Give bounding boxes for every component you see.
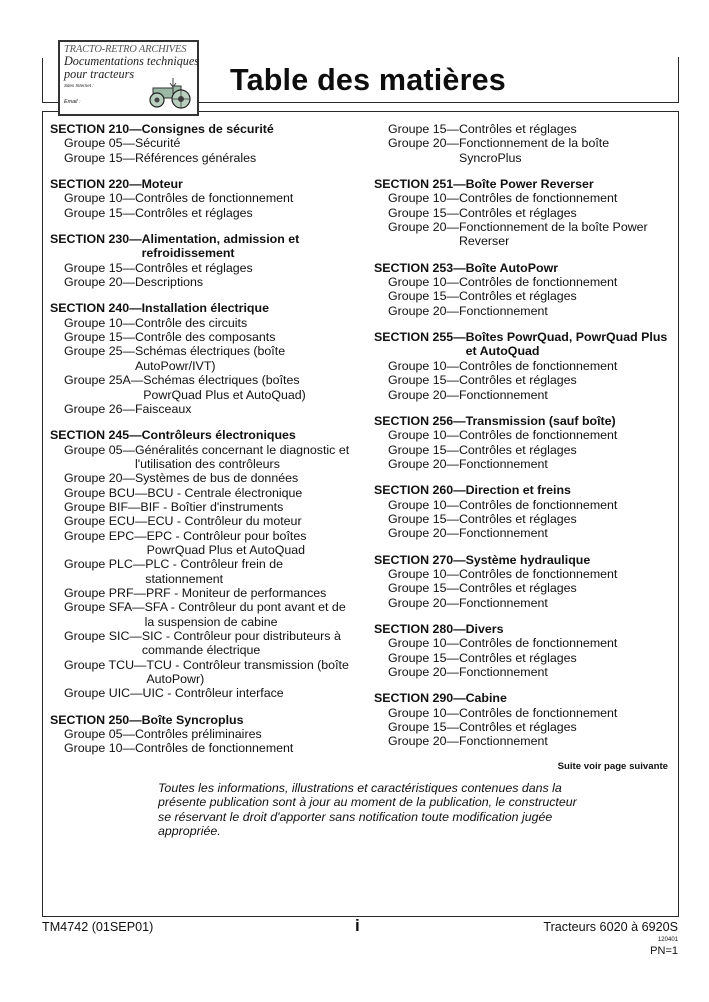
group-entry-text: Groupe 15—Contrôles et réglages [388,720,577,735]
footer-page-number: i [355,916,360,935]
toc-section [50,301,360,416]
footer-manual-id: TM4742 (01SEP01) [42,920,154,934]
group-entry-text: Groupe 10—Contrôles de fonctionnement [388,566,618,581]
group-entry-text: Groupe 20—Fonctionnement [388,665,548,679]
section-heading-text: SECTION 270—Système hydraulique [374,552,591,567]
section-heading[interactable] [374,483,674,497]
group-entry-text: Groupe 20—Fonctionnement [388,456,548,471]
section-heading[interactable] [50,122,360,136]
group-entry-text: Groupe 20—Fonctionnement de la boîte [388,136,610,151]
content-frame-bottom [42,916,679,917]
group-entry[interactable] [50,471,360,485]
section-heading[interactable] [50,232,360,261]
section-heading[interactable] [50,428,360,442]
toc-section [374,122,674,165]
group-entry-text: Groupe 15—Contrôles et réglages [64,205,253,220]
section-heading-text: SECTION 251—Boîte Power Reverser [374,177,594,192]
disclaimer-text: Toutes les informations, illustrations et caractéristiques contenues dans la présente publication sont à jour au moment de la publication, le constructeur se réservant le droit d'apporter sans notification toute modification jugée appropriée. [158,781,577,839]
header-frame-right [678,57,679,103]
group-entry-text: Groupe 15—Contrôles et réglages [388,442,577,457]
toc-section [374,330,674,402]
group-entry-text: Groupe SFA—SFA - Contrôleur du pont avant et de [64,600,346,615]
group-entry[interactable] [50,486,360,500]
group-entry[interactable] [374,665,674,679]
group-entry[interactable] [374,720,674,734]
group-entry-text: Groupe BIF—BIF - Boîtier d'instruments [64,499,284,514]
tracto-retro-logo [58,40,199,116]
group-entry-text: Groupe 20—Systèmes de bus de données [64,471,299,486]
section-heading-text: SECTION 210—Consignes de sécurité [50,122,274,136]
group-entry-text: Groupe PRF—PRF - Moniteur de performances [64,585,327,600]
group-entry-text: Groupe 25—Schémas électriques (boîte [64,344,286,359]
group-entry[interactable] [50,586,360,600]
group-entry[interactable] [374,206,674,220]
group-entry[interactable] [50,136,360,150]
section-heading-text: SECTION 290—Cabine [374,691,507,706]
group-entry[interactable] [374,122,674,136]
group-entry-text: Groupe BCU—BCU - Centrale électronique [64,485,303,500]
group-entry[interactable] [374,359,674,373]
group-entry-text: Groupe 10—Contrôles de fonctionnement [388,358,618,373]
group-entry-text: Groupe 15—Références générales [64,150,257,165]
group-entry[interactable] [374,136,674,165]
group-entry-text: Groupe 15—Contrôles et réglages [388,373,577,388]
group-entry-text: Groupe 05—Sécurité [64,136,181,151]
toc-section [50,232,360,289]
group-entry[interactable] [50,316,360,330]
group-entry-text: Groupe 10—Contrôle des circuits [64,315,248,330]
toc-section [374,261,674,318]
section-heading[interactable] [374,553,674,567]
group-entry-text: Groupe 10—Contrôles de fonctionnement [388,428,618,443]
group-entry[interactable] [374,289,674,303]
group-entry-continuation: SyncroPlus [458,150,522,165]
group-entry-text: Groupe 10—Contrôles de fonctionnement [388,191,618,206]
toc-section [374,691,674,748]
section-heading-text: SECTION 256—Transmission (sauf boîte) [374,413,616,428]
group-entry[interactable] [50,206,360,220]
logo-line-2: Documentations techniques [64,54,200,68]
group-entry-continuation: Reverser [458,234,510,249]
group-entry-text: Groupe 25A—Schémas électriques (boîtes [64,373,300,388]
group-entry[interactable] [50,275,360,289]
toc-section [50,713,360,756]
group-entry-text: Groupe TCU—TCU - Contrôleur transmission (boîte [64,657,349,672]
page-title: Table des matières [230,63,506,97]
group-entry-text: Groupe 15—Contrôles et réglages [388,289,577,304]
section-heading-text: SECTION 253—Boîte AutoPowr [374,260,559,275]
group-entry[interactable] [374,373,674,387]
group-entry[interactable] [50,600,360,629]
section-heading-text: SECTION 255—Boîtes PowrQuad, PowrQuad Plus [374,330,668,345]
group-entry-text: Groupe 20—Fonctionnement [388,734,548,749]
logo-line-3: pour tracteurs [64,67,135,81]
section-heading[interactable] [374,330,674,359]
group-entry-text: Groupe 20—Fonctionnement [388,387,548,402]
group-entry[interactable] [374,498,674,512]
group-entry[interactable] [374,275,674,289]
footer-pn: PN=1 [650,945,678,957]
group-entry[interactable] [374,567,674,581]
group-entry-text: Groupe 10—Contrôles de fonctionnement [64,191,294,206]
group-entry-text: Groupe 05—Contrôles préliminaires [64,727,262,742]
continued-note: Suite voir page suivante [557,761,668,772]
group-entry[interactable] [50,658,360,687]
group-entry-text: Groupe 20—Fonctionnement [388,526,548,541]
group-entry[interactable] [50,514,360,528]
group-entry-text: Groupe 10—Contrôles de fonctionnement [388,275,618,290]
group-entry-text: Groupe 20—Fonctionnement de la boîte Power [388,220,648,235]
group-entry[interactable] [374,388,674,402]
section-heading-text: SECTION 220—Moteur [50,177,183,192]
group-entry[interactable] [50,727,360,741]
section-heading[interactable] [374,691,674,705]
group-entry[interactable] [374,636,674,650]
group-entry-text: Groupe 10—Contrôles de fonctionnement [388,636,618,651]
group-entry[interactable] [50,373,360,402]
header-frame-left [42,58,43,103]
group-entry[interactable] [374,581,674,595]
group-entry-text: Groupe PLC—PLC - Contrôleur frein de [64,557,284,572]
section-heading-continuation: refroidissement [141,246,235,261]
section-heading-text: SECTION 260—Direction et freins [374,483,571,498]
group-entry[interactable] [374,512,674,526]
toc-section [50,177,360,220]
group-entry[interactable] [374,428,674,442]
group-entry[interactable] [50,402,360,416]
group-entry[interactable] [50,151,360,165]
group-entry[interactable] [374,457,674,471]
group-entry[interactable] [50,191,360,205]
group-entry-text: Groupe SIC—SIC - Contrôleur pour distributeurs à [64,629,341,643]
group-entry-continuation: PowrQuad Plus et AutoQuad) [143,387,306,402]
group-entry-text: Groupe UIC—UIC - Contrôleur interface [64,686,284,701]
group-entry-continuation: commande électrique [141,643,261,658]
group-entry-text: Groupe 15—Contrôles et réglages [388,122,577,136]
section-heading[interactable] [374,414,674,428]
group-entry[interactable] [374,706,674,720]
group-entry-text: Groupe ECU—ECU - Contrôleur du moteur [64,514,302,529]
group-entry-continuation: stationnement [145,571,224,586]
group-entry-text: Groupe 15—Contrôles et réglages [388,511,577,526]
logo-sites-label: Sites Internet : [64,83,94,88]
group-entry-text: Groupe 15—Contrôles et réglages [388,205,577,220]
group-entry[interactable] [374,651,674,665]
toc-section [50,122,360,165]
section-heading[interactable] [50,177,360,191]
group-entry[interactable] [374,443,674,457]
section-heading[interactable] [374,177,674,191]
content-frame-left [42,111,43,917]
group-entry-text: Groupe 10—Contrôles de fonctionnement [64,741,294,756]
group-entry-text: Groupe 10—Contrôles de fonctionnement [388,705,618,720]
section-heading-text: SECTION 230—Alimentation, admission et [50,232,300,247]
group-entry[interactable] [50,629,360,658]
group-entry-text: Groupe 20—Fonctionnement [388,303,548,318]
logo-email-label: Email : [64,99,81,106]
toc-section [374,622,674,679]
group-entry-text: Groupe 26—Faisceaux [64,401,192,416]
group-entry-continuation: l'utilisation des contrôleurs [134,456,280,471]
toc-left-column [50,122,360,768]
content-frame-right [678,111,679,917]
toc-section [374,553,674,610]
toc-right-column [374,122,674,761]
toc-section [50,428,360,701]
group-entry-text: Groupe 15—Contrôles et réglages [388,581,577,596]
group-entry-text: Groupe 15—Contrôles et réglages [388,650,577,665]
toc-section [374,483,674,540]
group-entry-text: Groupe 10—Contrôles de fonctionnement [388,497,618,512]
group-entry-text: Groupe 20—Descriptions [64,275,204,290]
group-entry[interactable] [374,526,674,540]
section-heading[interactable] [50,713,360,727]
group-entry[interactable] [50,686,360,700]
section-heading-text: SECTION 245—Contrôleurs électroniques [50,428,296,443]
group-entry[interactable] [374,304,674,318]
section-heading[interactable] [374,261,674,275]
group-entry-text: Groupe 15—Contrôle des composants [64,330,276,345]
toc-section [374,414,674,471]
footer-model-range: Tracteurs 6020 à 6920S [543,920,678,934]
group-entry-continuation: AutoPowr) [146,672,205,687]
group-entry[interactable] [50,344,360,373]
tractor-icon [143,78,193,110]
group-entry[interactable] [374,220,674,249]
group-entry[interactable] [50,330,360,344]
group-entry-continuation: PowrQuad Plus et AutoQuad [146,542,306,557]
group-entry[interactable] [50,741,360,755]
footer-code: 120401 [657,937,678,943]
group-entry[interactable] [374,191,674,205]
section-heading-continuation: et AutoQuad [465,344,540,359]
group-entry-text: Groupe 05—Généralités concernant le diagnostic et [64,442,350,457]
group-entry-text: Groupe 15—Contrôles et réglages [64,260,253,275]
group-entry-text: Groupe EPC—EPC - Contrôleur pour boîtes [64,528,307,543]
group-entry-continuation: AutoPowr/IVT) [134,358,216,373]
group-entry-text: Groupe 20—Fonctionnement [388,595,548,610]
logo-line-1: TRACTO-RETRO ARCHIVES [64,44,187,55]
group-entry[interactable] [50,443,360,472]
group-entry[interactable] [50,261,360,275]
group-entry[interactable] [374,734,674,748]
group-entry-continuation: la suspension de cabine [144,614,278,629]
group-entry[interactable] [374,596,674,610]
section-heading[interactable] [50,301,360,315]
section-heading[interactable] [374,622,674,636]
group-entry[interactable] [50,500,360,514]
section-heading-text: SECTION 280—Divers [374,621,504,636]
section-heading-text: SECTION 250—Boîte Syncroplus [50,712,244,727]
toc-section [374,177,674,249]
group-entry[interactable] [50,529,360,558]
group-entry[interactable] [50,557,360,586]
section-heading-text: SECTION 240—Installation électrique [50,301,269,316]
